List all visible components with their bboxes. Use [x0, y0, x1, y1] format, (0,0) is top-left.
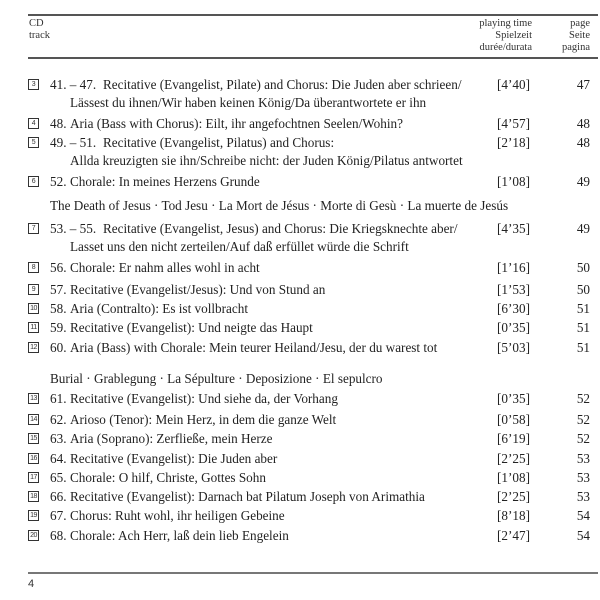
- movement-title: Chorus: Ruht wohl, ihr heiligen Gebeine: [70, 508, 285, 523]
- top-rule: [28, 14, 598, 16]
- page-reference: 48: [576, 135, 590, 150]
- page-reference: 49: [576, 221, 590, 236]
- page-reference: 53: [576, 489, 590, 504]
- movement-title: Recitative (Evangelist, Jesus) and Chorus: Die Kriegsknechte aber/: [103, 221, 458, 236]
- playing-time: [6’19]: [497, 431, 530, 446]
- track-number-box: 6: [28, 176, 39, 187]
- page-reference: 52: [576, 431, 590, 446]
- page-reference: 48: [576, 116, 590, 131]
- movement-title: Aria (Bass) with Chorale: Mein teurer Heiland/Jesu, der du warest tot: [70, 340, 438, 355]
- movement-number: 57.: [50, 282, 67, 297]
- movement-title: Chorale: In meines Herzens Grunde: [70, 174, 260, 189]
- header-track-line: track: [29, 30, 50, 41]
- header-page: [548, 18, 590, 54]
- track-number-box: 5: [28, 137, 39, 148]
- movement-title: Recitative (Evangelist): Die Juden aber: [70, 451, 278, 466]
- track-number-box: 16: [28, 453, 39, 464]
- header-cd-track: [29, 18, 50, 42]
- movement-number: 67.: [50, 508, 67, 523]
- track-number-box: 11: [28, 322, 39, 333]
- track-number-box: 12: [28, 342, 39, 353]
- playing-time: [5’03]: [497, 340, 530, 355]
- header-rule: [28, 57, 598, 59]
- header-time-de: Spielzeit: [495, 30, 532, 41]
- page-reference: 54: [576, 528, 590, 543]
- playing-time: [0’58]: [497, 412, 530, 427]
- movement-title-continued: Lässest du ihnen/Wir haben keinen König/Da überantwortete er ihn: [70, 95, 427, 110]
- page-reference: 49: [576, 174, 590, 189]
- track-number-box: 13: [28, 393, 39, 404]
- track-number-box: 10: [28, 303, 39, 314]
- movement-title: Chorale: O hilf, Christe, Gottes Sohn: [70, 470, 266, 485]
- playing-time: [0’35]: [497, 391, 530, 406]
- playing-time: [4’35]: [497, 221, 530, 236]
- header-playing-time: [440, 18, 532, 54]
- playing-time: [4’40]: [497, 77, 530, 92]
- bottom-rule: [28, 572, 598, 574]
- header-page-it: pagina: [562, 42, 590, 53]
- movement-number: 64.: [50, 451, 67, 466]
- track-number-box: 3: [28, 79, 39, 90]
- playing-time: [2’47]: [497, 528, 530, 543]
- movement-title: Chorale: Ach Herr, laß dein lieb Engelein: [70, 528, 289, 543]
- header-page-de: Seite: [569, 30, 590, 41]
- movement-title: Aria (Contralto): Es ist vollbracht: [70, 301, 248, 316]
- track-number-box: 4: [28, 118, 39, 129]
- movement-number: 49. – 51.: [50, 135, 97, 150]
- track-number-box: 17: [28, 472, 39, 483]
- page-reference: 53: [576, 451, 590, 466]
- movement-title: Recitative (Evangelist, Pilatus) and Chorus:: [103, 135, 335, 150]
- movement-title-continued: Lasset uns den nicht zerteilen/Auf daß erfüllet würde die Schrift: [70, 239, 409, 254]
- movement-number: 52.: [50, 174, 67, 189]
- section-heading: The Death of Jesus · Tod Jesu · La Mort de Jésus · Morte di Gesù · La muerte de Jesús: [50, 198, 509, 213]
- movement-title: Aria (Bass with Chorus): Eilt, ihr angefochtnen Seelen/Wohin?: [70, 116, 403, 131]
- playing-time: [2’25]: [497, 451, 530, 466]
- playing-time: [6’30]: [497, 301, 530, 316]
- movement-title: Chorale: Er nahm alles wohl in acht: [70, 260, 260, 275]
- playing-time: [2’25]: [497, 489, 530, 504]
- track-number-box: 14: [28, 414, 39, 425]
- page-reference: 52: [576, 391, 590, 406]
- movement-number: 41. – 47.: [50, 77, 97, 92]
- movement-title: Recitative (Evangelist): Darnach bat Pilatum Joseph von Arimathia: [70, 489, 425, 504]
- page-reference: 51: [576, 340, 590, 355]
- movement-number: 63.: [50, 431, 67, 446]
- header-time-fr-it: durée/durata: [479, 42, 532, 53]
- track-number-box: 20: [28, 530, 39, 541]
- movement-title: Aria (Soprano): Zerfließe, mein Herze: [70, 431, 273, 446]
- movement-number: 56.: [50, 260, 67, 275]
- movement-number: 61.: [50, 391, 67, 406]
- playing-time: [1’08]: [497, 470, 530, 485]
- playing-time: [1’53]: [497, 282, 530, 297]
- page-reference: 52: [576, 412, 590, 427]
- track-number-box: 19: [28, 510, 39, 521]
- header-page-en: page: [570, 18, 590, 29]
- page-reference: 53: [576, 470, 590, 485]
- track-number-box: 18: [28, 491, 39, 502]
- movement-number: 62.: [50, 412, 67, 427]
- movement-title: Recitative (Evangelist/Jesus): Und von Stund an: [70, 282, 326, 297]
- header-time-en: playing time: [479, 18, 532, 29]
- movement-title: Arioso (Tenor): Mein Herz, in dem die ganze Welt: [70, 412, 337, 427]
- page-reference: 54: [576, 508, 590, 523]
- section-heading: Burial · Grablegung · La Sépulture · Deposizione · El sepulcro: [50, 371, 383, 386]
- movement-number: 68.: [50, 528, 67, 543]
- page-reference: 51: [576, 301, 590, 316]
- movement-number: 65.: [50, 470, 67, 485]
- playing-time: [0’35]: [497, 320, 530, 335]
- movement-number: 53. – 55.: [50, 221, 97, 236]
- playing-time: [1’16]: [497, 260, 530, 275]
- movement-number: 58.: [50, 301, 67, 316]
- page-number: 4: [28, 578, 35, 590]
- playing-time: [8’18]: [497, 508, 530, 523]
- movement-number: 66.: [50, 489, 67, 504]
- page-reference: 50: [576, 282, 590, 297]
- page-reference: 51: [576, 320, 590, 335]
- movement-title: Recitative (Evangelist): Und siehe da, der Vorhang: [70, 391, 338, 406]
- movement-number: 48.: [50, 116, 67, 131]
- header-cd-line: CD: [29, 18, 44, 29]
- track-number-box: 7: [28, 223, 39, 234]
- playing-time: [2’18]: [497, 135, 530, 150]
- movement-number: 59.: [50, 320, 67, 335]
- page-reference: 50: [576, 260, 590, 275]
- movement-title: Recitative (Evangelist): Und neigte das Haupt: [70, 320, 313, 335]
- track-number-box: 8: [28, 262, 39, 273]
- movement-title-continued: Allda kreuzigten sie ihn/Schreibe nicht: der Juden König/Pilatus antwortet: [70, 153, 463, 168]
- movement-number: 60.: [50, 340, 67, 355]
- track-number-box: 9: [28, 284, 39, 295]
- track-number-box: 15: [28, 433, 39, 444]
- playing-time: [1’08]: [497, 174, 530, 189]
- playing-time: [4’57]: [497, 116, 530, 131]
- page-reference: 47: [576, 77, 590, 92]
- movement-title: Recitative (Evangelist, Pilate) and Chorus: Die Juden aber schrieen/: [103, 77, 462, 92]
